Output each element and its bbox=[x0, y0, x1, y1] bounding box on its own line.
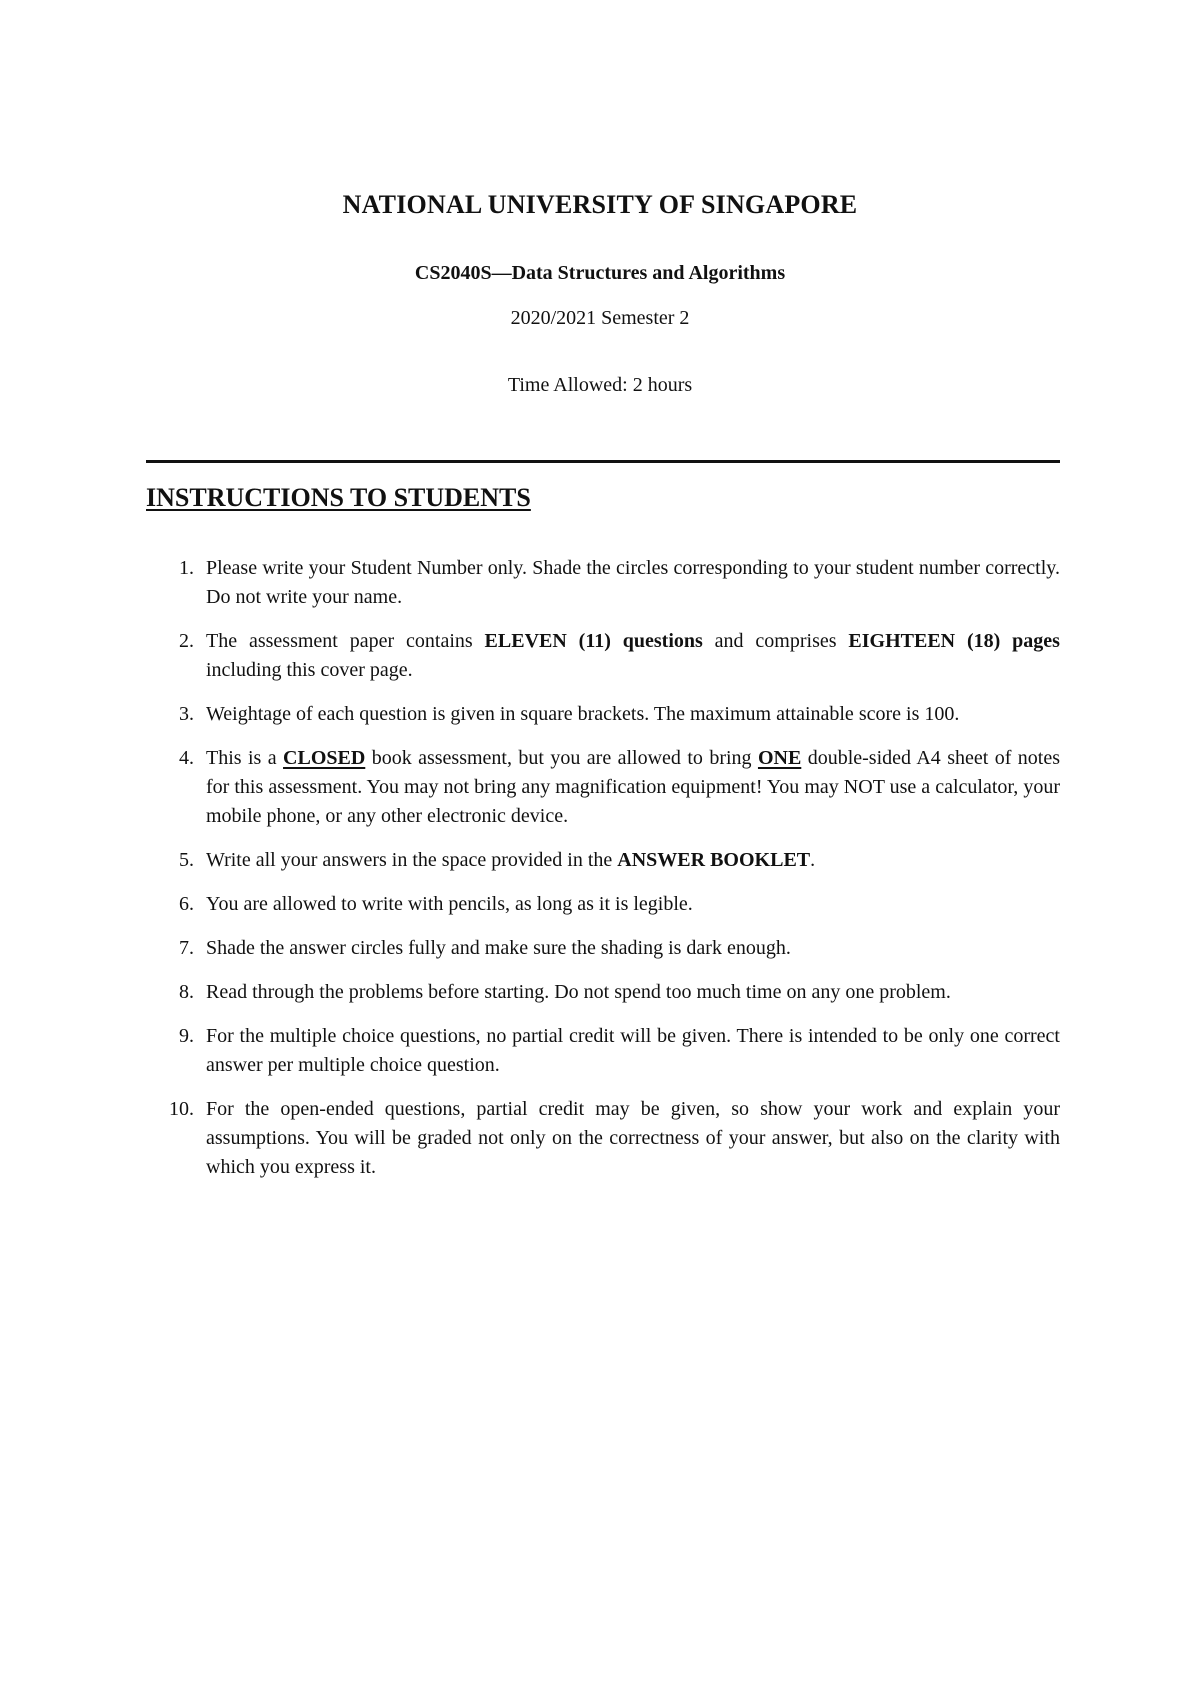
instruction-number: 4. bbox=[179, 747, 194, 769]
instruction-text-part: . bbox=[810, 849, 816, 871]
instructions-list bbox=[146, 554, 1060, 1197]
instruction-text-part: including this cover page. bbox=[206, 659, 413, 681]
instruction-number: 8. bbox=[179, 981, 194, 1003]
instruction-number: 2. bbox=[179, 630, 194, 652]
instruction-bold-text: ANSWER BOOKLET bbox=[617, 849, 811, 871]
instruction-text: Please write your Student Number only. Shade the circles corresponding to your student number correctly. Do not write your name. bbox=[206, 557, 1060, 608]
horizontal-divider bbox=[146, 460, 1060, 463]
instruction-number: 10. bbox=[169, 1098, 194, 1120]
instruction-text: For the multiple choice questions, no partial credit will be given. There is intended to be only one correct answer per multiple choice question. bbox=[206, 1025, 1060, 1076]
instruction-item bbox=[146, 846, 1060, 875]
instruction-item bbox=[146, 890, 1060, 919]
university-name: NATIONAL UNIVERSITY OF SINGAPORE bbox=[342, 190, 858, 219]
instruction-underlined-text: CLOSED bbox=[283, 747, 366, 769]
course-title: CS2040S—Data Structures and Algorithms bbox=[414, 262, 786, 284]
instruction-bold-text: EIGHTEEN (18) pages bbox=[848, 630, 1060, 652]
instruction-text-part: and comprises bbox=[702, 630, 849, 652]
instruction-text: Weightage of each question is given in square brackets. The maximum attainable score is 100. bbox=[206, 703, 960, 725]
semester-label: 2020/2021 Semester 2 bbox=[510, 307, 690, 329]
instruction-item bbox=[146, 700, 1060, 729]
instruction-number: 5. bbox=[179, 849, 194, 871]
time-allowed: Time Allowed: 2 hours bbox=[507, 374, 693, 396]
instruction-number: 3. bbox=[179, 703, 194, 725]
instruction-item bbox=[146, 554, 1060, 612]
instruction-text-part: double-sided A4 sheet of notes for this assessment. You may not bring any magnification equipment! You may NOT use a calculator, your mobile phone, or any other electronic device. bbox=[206, 747, 1060, 827]
instruction-item bbox=[146, 934, 1060, 963]
instruction-item bbox=[146, 978, 1060, 1007]
instruction-item bbox=[146, 744, 1060, 831]
instruction-item bbox=[146, 1095, 1060, 1182]
instruction-text: For the open-ended questions, partial credit may be given, so show your work and explain your assumptions. You will be graded not only on the correctness of your answer, but also on the clarity with which you express it. bbox=[206, 1098, 1060, 1178]
instruction-text-part: book assessment, but you are allowed to bring bbox=[365, 747, 758, 769]
instruction-text-part: The assessment paper contains bbox=[206, 630, 485, 652]
instruction-number: 1. bbox=[179, 557, 194, 579]
instruction-text-part: This is a bbox=[206, 747, 284, 769]
instruction-number: 7. bbox=[179, 937, 194, 959]
instruction-item bbox=[146, 627, 1060, 685]
instructions-heading: INSTRUCTIONS TO STUDENTS bbox=[146, 483, 531, 512]
instruction-text: Shade the answer circles fully and make sure the shading is dark enough. bbox=[206, 937, 791, 959]
instruction-underlined-text: ONE bbox=[757, 747, 802, 769]
instruction-text: You are allowed to write with pencils, as long as it is legible. bbox=[206, 893, 693, 915]
instruction-item bbox=[146, 1022, 1060, 1080]
instruction-text-part: Write all your answers in the space provided in the bbox=[206, 849, 618, 871]
instruction-text: Read through the problems before starting. Do not spend too much time on any one problem. bbox=[206, 981, 951, 1003]
instruction-number: 6. bbox=[179, 893, 194, 915]
instruction-number: 9. bbox=[179, 1025, 194, 1047]
instruction-bold-text: ELEVEN (11) questions bbox=[484, 630, 703, 652]
